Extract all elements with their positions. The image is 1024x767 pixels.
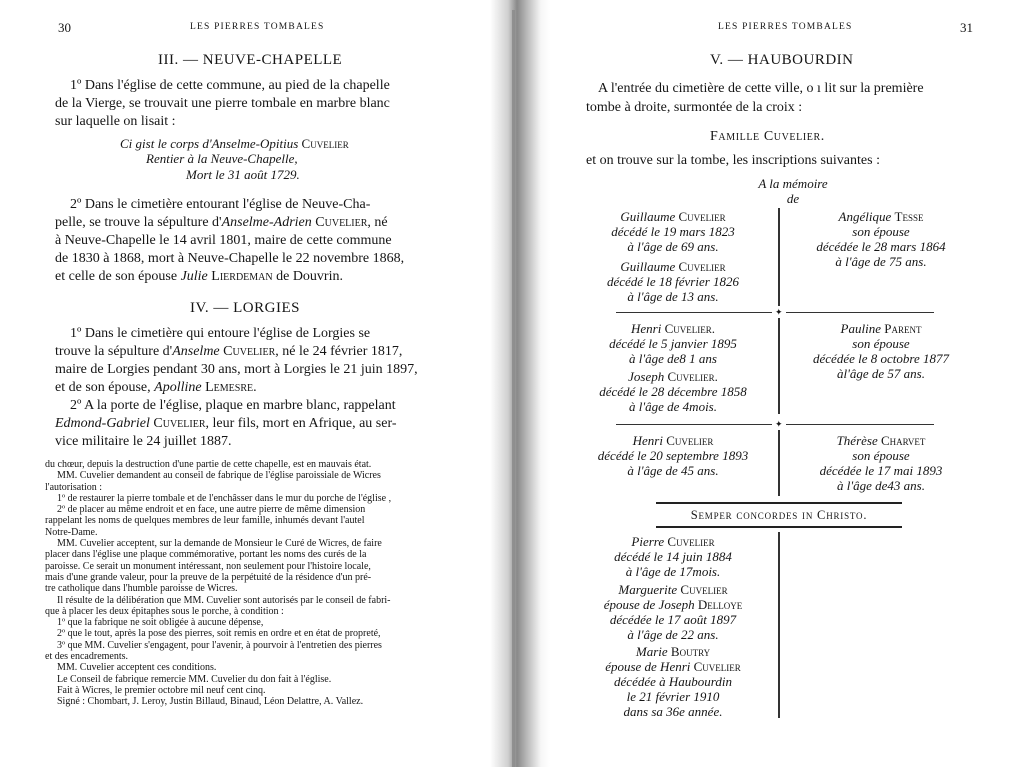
paragraph-line: de 1830 à 1868, mort à Neuve-Chapelle le 22 novembre 1868, [55, 251, 405, 266]
epitaph-line: son épouse [852, 336, 910, 351]
paragraph-line: et on trouve sur la tombe, les inscriptions suivantes : [586, 153, 880, 168]
epitaph-name: Guillaume Cuvelier [620, 259, 726, 274]
epitaph-name: Marie Boutry [635, 644, 711, 659]
epitaph-line: à l'âge de8 1 ans [629, 351, 717, 366]
epitaph-name: Thérèse Charvet [836, 433, 926, 448]
epitaph-name: Joseph Cuvelier. [628, 369, 718, 384]
epitaph-line: dans sa 36e année. [623, 704, 723, 719]
epitaph-name: Pierre Cuvelier [631, 534, 715, 549]
inscription-line: Mort le 31 août 1729. [186, 167, 300, 182]
memoire-line: A la mémoire [758, 176, 828, 191]
divider-horizontal [616, 424, 772, 425]
footnote-line: paroisse. Ce serait un monument intéressant, non seulement pour l'histoire locale, [45, 560, 371, 572]
divider-vertical [778, 430, 780, 496]
famille-heading: Famille Cuvelier. [710, 129, 825, 144]
section-title-haubourdin: V. — HAUBOURDIN [710, 52, 854, 68]
epitaph-line: épouse de Henri Cuvelier [605, 659, 741, 674]
epitaph-line: décédée le 8 octobre 1877 [813, 351, 949, 366]
epitaph-line: à l'âge de 22 ans. [627, 627, 719, 642]
epitaph-name: Henri Cuvelier. [630, 321, 715, 336]
footnote-line: Le Conseil de fabrique remercie MM. Cuvelier du don fait à l'église. [57, 673, 332, 685]
section-title-neuve-chapelle: III. — NEUVE-CHAPELLE [158, 52, 343, 68]
epitaph-line: décédé le 20 septembre 1893 [597, 448, 749, 463]
epitaph-line: à l'âge de 45 ans. [627, 463, 719, 478]
paragraph-line: trouve la sépulture d'Anselme Cuvelier, né le 24 février 1817, [55, 344, 403, 359]
paragraph-line: et de son épouse, Apolline Lemesre. [55, 380, 257, 395]
epitaph-line: décédé le 28 décembre 1858 [599, 384, 747, 399]
footnote [45, 459, 445, 708]
cross-icon: ✦ [775, 419, 783, 429]
footnote-line: 2º que le tout, après la pose des pierres, soit remis en ordre et en état de propreté, [57, 628, 381, 640]
epitaph-line: son épouse [852, 448, 910, 463]
epitaph-name: Angélique Tesse [838, 209, 924, 224]
footnote-line: rappelant les noms de quelques membres de leur famille, inhumés devant l'autel [45, 515, 365, 527]
epitaph-line: décédé le 5 janvier 1895 [609, 336, 737, 351]
epitaph-name: Henri Cuvelier [632, 433, 714, 448]
footnote-line: MM. Cuvelier acceptent, sur la demande de Monsieur le Curé de Wicres, de faire [57, 538, 382, 550]
epitaph-line: à l'âge de 17mois. [625, 564, 721, 579]
footnote-line: MM. Cuvelier acceptent ces conditions. [57, 662, 217, 674]
epitaph-line: le 21 février 1910 [626, 689, 720, 704]
epitaph-line: décédé le 14 juin 1884 [614, 549, 732, 564]
footnote-line: Notre-Dame. [45, 526, 98, 538]
memoire-line: de [786, 191, 800, 206]
footnote-line: mais d'une grande valeur, pour la preuve de la perpétuité de la résidence d'un pré- [45, 571, 372, 583]
cross-icon: ✦ [775, 307, 783, 317]
paragraph-line: de la Vierge, se trouvait une pierre tombale en marbre blanc [55, 96, 390, 111]
divider-vertical [778, 318, 780, 414]
divider-horizontal [786, 312, 934, 313]
paragraph-line: tombe à droite, surmontée de la croix : [586, 100, 803, 115]
epitaph-name: Pauline Parent [840, 321, 922, 336]
footnote-line: et des encadrements. [45, 651, 129, 663]
epitaph-line: à l'âge de 69 ans. [627, 239, 719, 254]
epitaph-line: décédé le 19 mars 1823 [611, 224, 735, 239]
epitaph-line: à l'âge de 13 ans. [627, 289, 719, 304]
footnote-line: l'autorisation : [45, 481, 103, 493]
paragraph-line: vice militaire le 24 juillet 1887. [55, 434, 232, 449]
epitaph-line: décédée le 17 août 1897 [609, 612, 737, 627]
paragraph-line: sur laquelle on lisait : [55, 114, 176, 129]
paragraph-line: pelle, se trouve la sépulture d'Anselme-Adrien Cuvelier, né [55, 215, 388, 230]
epitaph-line: décédée le 17 mai 1893 [819, 463, 943, 478]
running-head-left: LES PIERRES TOMBALES [190, 22, 325, 32]
page-number-right: 31 [960, 20, 973, 35]
epitaph-line: àl'âge de 57 ans. [837, 366, 925, 381]
inscription-line: Rentier à la Neuve-Chapelle, [146, 151, 298, 166]
footnote-line: Il résulte de la délibération que MM. Cuvelier sont autorisés par le conseil de fabri- [57, 594, 391, 606]
divider-horizontal [616, 312, 772, 313]
epitaph-line: à l'âge de 75 ans. [835, 254, 927, 269]
paragraph-line: maire de Lorgies pendant 30 ans, mort à Lorgies le 21 juin 1897, [55, 362, 418, 377]
right-page [518, 0, 1024, 767]
divider-horizontal [786, 424, 934, 425]
epitaph-name: Guillaume Cuvelier [620, 209, 726, 224]
footnote-line: Signé : Chombart, J. Leroy, Justin Billaud, Binaud, Léon Delattre, A. Vallez. [57, 696, 364, 708]
motto-rule-bottom [656, 526, 902, 528]
footnote-line: 3º que MM. Cuvelier s'engagent, pour l'avenir, à pourvoir à l'entretien des pierres [57, 639, 382, 651]
footnote-line: du chœur, depuis la destruction d'une partie de cette chapelle, est en mauvais état. [45, 459, 372, 470]
paragraph-line: 2º A la porte de l'église, plaque en marbre blanc, rappelant [70, 398, 396, 413]
epitaph-line: à l'âge de 4mois. [629, 399, 717, 414]
page-number-left: 30 [58, 20, 71, 35]
footnote-line: tre catholique dans l'humble paroisse de Wicres. [45, 583, 238, 595]
section-title-lorgies: IV. — LORGIES [190, 300, 300, 316]
divider-vertical [778, 532, 780, 718]
epitaph-line: épouse de Joseph Delloye [603, 597, 743, 612]
paragraph-line: Edmond-Gabriel Cuvelier, leur fils, mort en Afrique, au ser- [55, 416, 397, 431]
paragraph-line: A l'entrée du cimetière de cette ville, o ı lit sur la première [598, 81, 924, 96]
footnote-line: placer dans l'église une plaque commémorative, portant les noms des curés de la [45, 549, 367, 561]
footnote-line: que à placer les deux épitaphes sous le porche, à condition : [45, 605, 284, 617]
book-gutter-line [512, 10, 515, 767]
epitaph-line: décédée le 28 mars 1864 [816, 239, 946, 254]
footnote-line: 2º de placer au même endroit et en face, une autre pierre de même dimension [57, 504, 366, 516]
paragraph-line: à Neuve-Chapelle le 14 avril 1801, maire de cette commune [55, 233, 392, 248]
epitaph-name: Marguerite Cuvelier [618, 582, 728, 597]
motto: Semper concordes in Christo. [690, 508, 868, 522]
motto-rule-top [656, 502, 902, 504]
left-page [0, 0, 505, 767]
footnote-line: MM. Cuvelier demandent au conseil de fabrique de l'église paroissiale de Wicres [57, 470, 381, 482]
footnote-line: 1º de restaurer la pierre tombale et de l'enchâsser dans le mur du porche de l'église , [57, 492, 392, 504]
running-head-right: LES PIERRES TOMBALES [718, 22, 853, 32]
paragraph-line: 2º Dans le cimetière entourant l'église de Neuve-Cha- [70, 197, 371, 212]
paragraph-line: 1º Dans le cimetière qui entoure l'église de Lorgies se [70, 326, 371, 341]
paragraph-line: 1º Dans l'église de cette commune, au pied de la chapelle [70, 78, 390, 93]
divider-vertical [778, 208, 780, 306]
footnote-line: 1º que la fabrique ne soit obligée à aucune dépense, [57, 617, 264, 629]
footnote-line: Fait à Wicres, le premier octobre mil neuf cent cinq. [57, 684, 266, 696]
epitaph-line: décédé le 18 février 1826 [606, 274, 740, 289]
epitaph-line: son épouse [852, 224, 910, 239]
inscription-line: Ci gist le corps d'Anselme-Opitius Cuvelier [120, 136, 349, 151]
epitaph-line: décédée à Haubourdin [614, 674, 732, 689]
epitaph-line: à l'âge de43 ans. [837, 478, 925, 493]
paragraph-line: et celle de son épouse Julie Lierdeman de Douvrin. [55, 269, 343, 284]
